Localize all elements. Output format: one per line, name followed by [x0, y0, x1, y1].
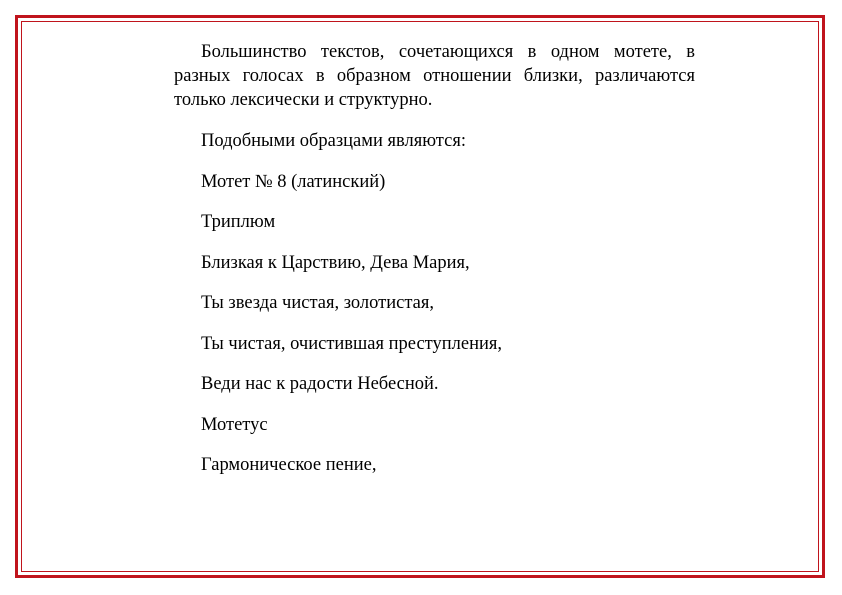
intro-paragraph: Большинство текстов, сочетающихся в одном мотете, в разных голосах в образном отношении близки, различаются только лексически и структурно.: [174, 42, 695, 110]
document-text: [174, 40, 695, 494]
text-line-verse-1: Близкая к Царствию, Дева Мария,: [201, 252, 470, 273]
text-line-verse-5: Гармоническое пение,: [201, 455, 377, 475]
text-line-motet-title: Мотет № 8 (латинский): [201, 171, 386, 192]
text-line-verse-3: Ты чистая, очистившая преступления,: [201, 333, 503, 354]
text-line-verse-4: Веди нас к радости Небесной.: [201, 374, 439, 394]
text-line-voice-motetus: Мотетус: [201, 414, 268, 435]
text-line-voice-triplum: Триплюм: [201, 212, 276, 232]
text-line-verse-2: Ты звезда чистая, золотистая,: [201, 293, 435, 313]
text-line-examples-heading: Подобными образцами являются:: [201, 131, 466, 151]
